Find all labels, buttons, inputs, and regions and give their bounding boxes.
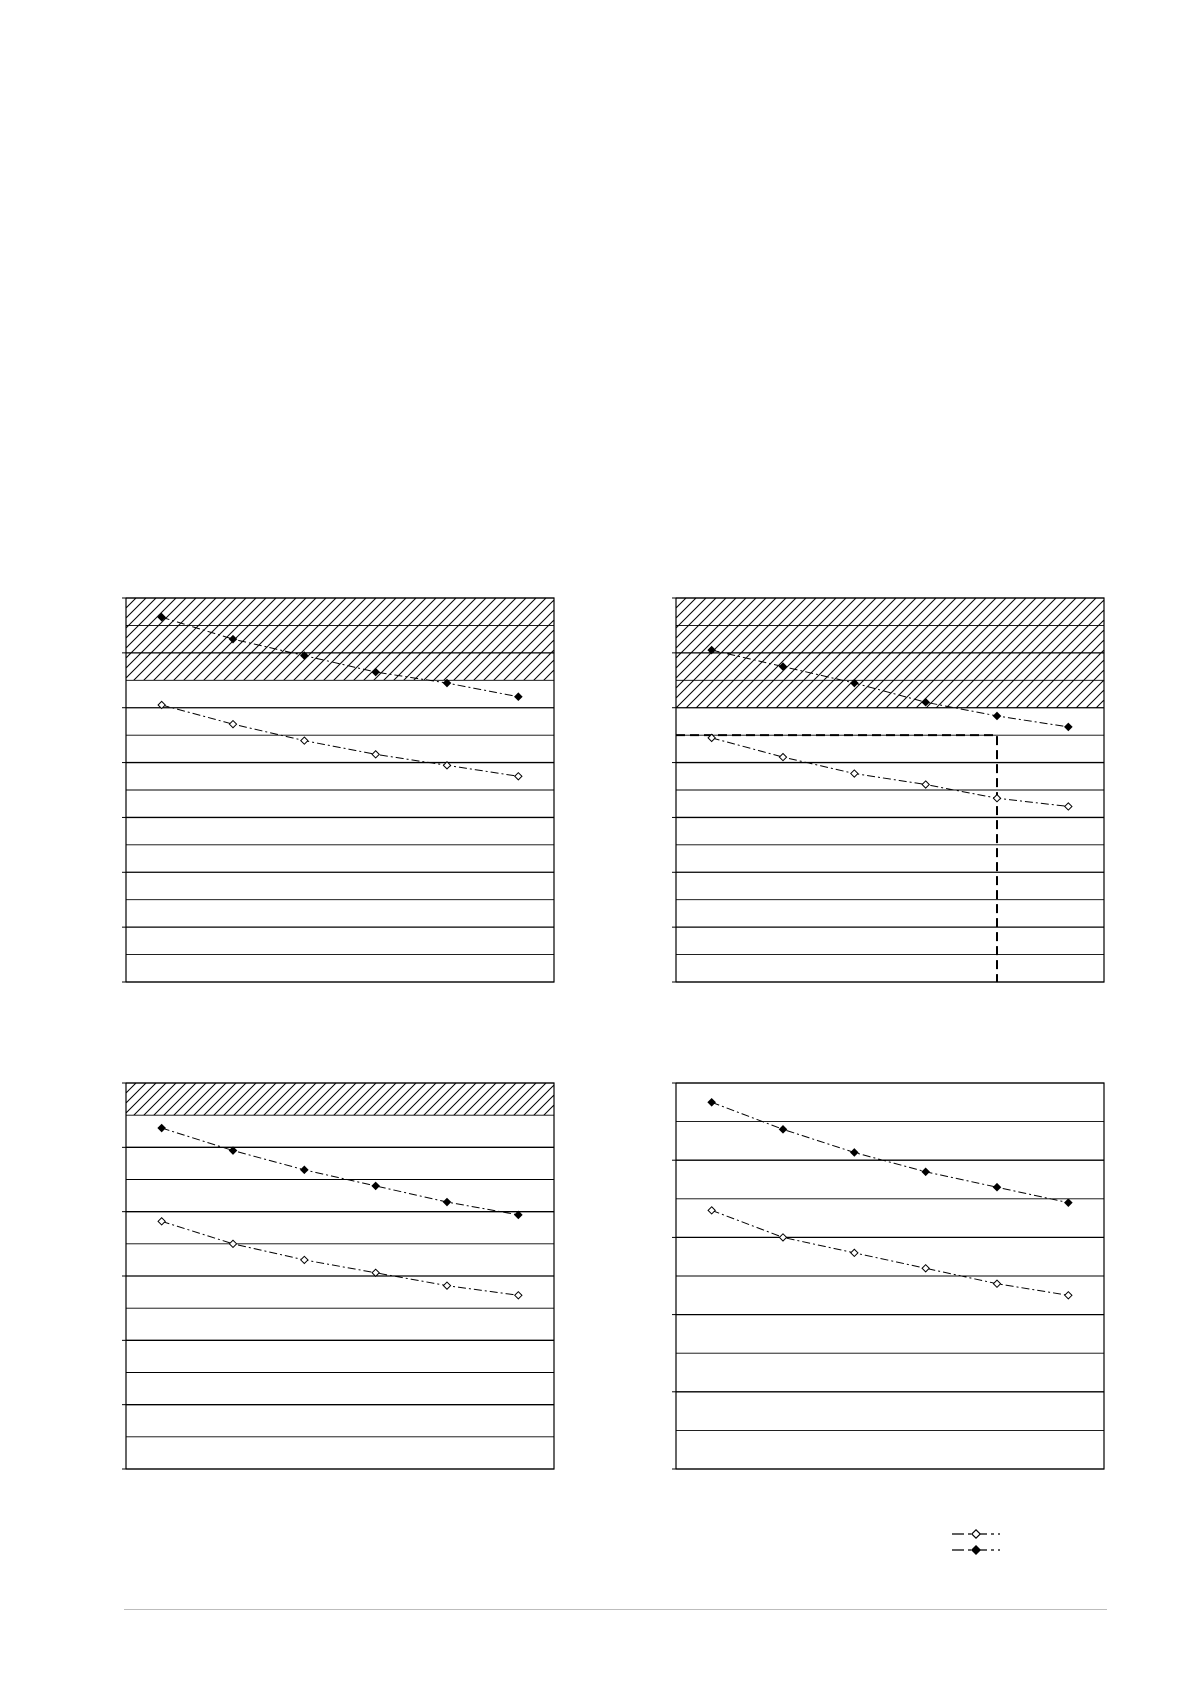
- filled-point: [515, 1211, 522, 1218]
- series-line: [162, 705, 519, 776]
- open-point: [158, 1218, 165, 1225]
- series-line: [712, 1210, 1069, 1295]
- chart-top-left: [118, 596, 558, 986]
- filled-point: [708, 1099, 715, 1106]
- open-point: [443, 1282, 450, 1289]
- series-line: [712, 738, 1069, 807]
- filled-point: [779, 1126, 786, 1133]
- filled-point: [229, 1147, 236, 1154]
- open-point: [708, 1207, 715, 1214]
- legend-filled-marker: [972, 1546, 980, 1554]
- open-point: [301, 1256, 308, 1263]
- filled-point: [158, 1124, 165, 1131]
- filled-point: [515, 693, 522, 700]
- series-line: [162, 1128, 519, 1215]
- open-point: [851, 1249, 858, 1256]
- chart-top-right: [668, 596, 1108, 986]
- open-point: [779, 753, 786, 760]
- series-line: [162, 1221, 519, 1295]
- open-point: [779, 1234, 786, 1241]
- filled-point: [1065, 1199, 1072, 1206]
- open-point: [372, 1269, 379, 1276]
- filled-point: [372, 1182, 379, 1189]
- open-point: [993, 795, 1000, 802]
- chart-bottom-left: [118, 1081, 558, 1473]
- reference-line: [676, 735, 997, 982]
- filled-point: [993, 1184, 1000, 1191]
- filled-point: [1065, 723, 1072, 730]
- filled-point: [301, 1166, 308, 1173]
- open-point: [851, 770, 858, 777]
- open-point: [922, 781, 929, 788]
- series-line: [712, 1102, 1069, 1202]
- open-point: [993, 1280, 1000, 1287]
- open-point: [229, 721, 236, 728]
- filled-point: [922, 1168, 929, 1175]
- chart-bottom-right: [668, 1081, 1108, 1473]
- shaded-band: [126, 598, 554, 680]
- open-point: [301, 737, 308, 744]
- filled-point: [993, 712, 1000, 719]
- legend-open-marker: [972, 1530, 980, 1538]
- open-point: [515, 1292, 522, 1299]
- filled-point: [851, 1149, 858, 1156]
- footer-rule: [124, 1609, 1107, 1610]
- filled-point: [443, 1198, 450, 1205]
- chart-legend: [950, 1527, 1010, 1563]
- open-point: [922, 1265, 929, 1272]
- open-point: [229, 1240, 236, 1247]
- open-point: [372, 751, 379, 758]
- open-point: [1065, 1292, 1072, 1299]
- shaded-band: [126, 1083, 554, 1115]
- open-point: [515, 773, 522, 780]
- open-point: [1065, 803, 1072, 810]
